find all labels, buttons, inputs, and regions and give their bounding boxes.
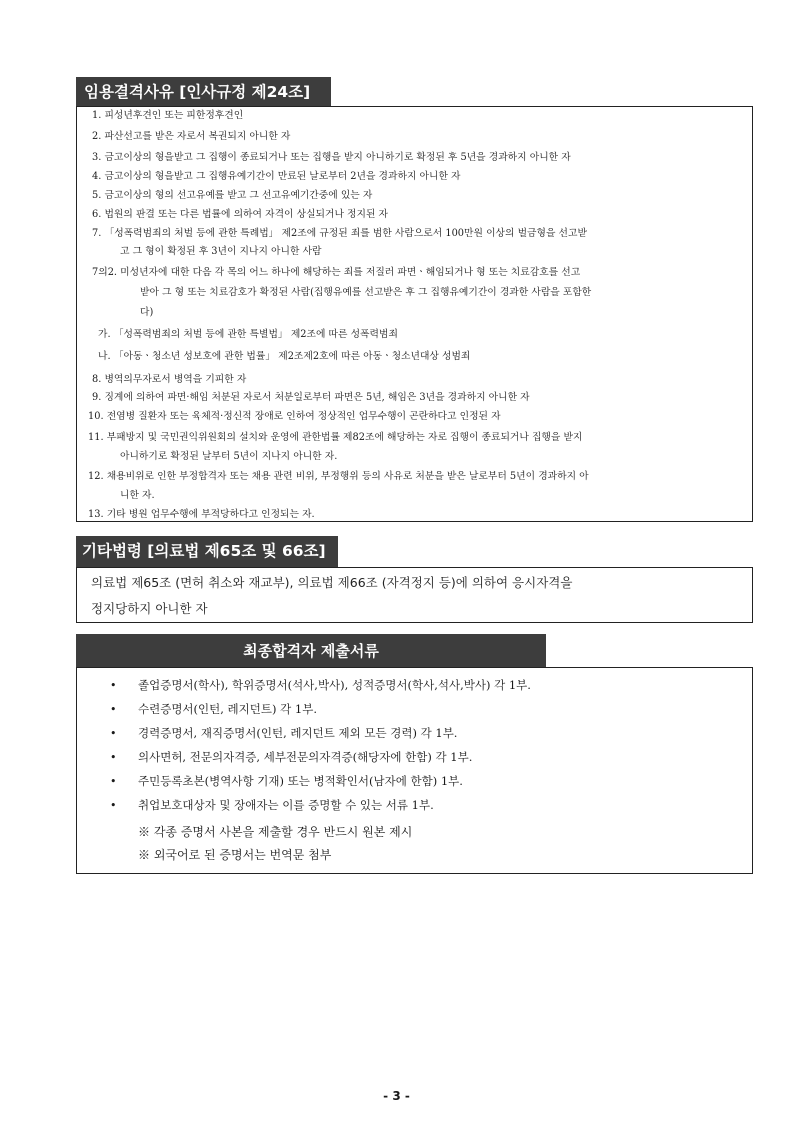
bullet-icon: • (110, 751, 117, 764)
list-item: 1. 피성년후견인 또는 피한정후견인 (92, 110, 244, 121)
list-item-continuation: 받아 그 형 또는 치료감호가 확정된 사람(집행유예를 선고받은 후 그 집행유예기간이 경과한 사람을 포함한 (140, 287, 592, 298)
list-item: 2. 파산선고를 받은 자로서 복권되지 아니한 자 (92, 131, 291, 142)
list-item: 5. 금고이상의 형의 선고유예를 받고 그 선고유예기간중에 있는 자 (92, 190, 373, 201)
list-item: 4. 금고이상의 형을받고 그 집행유예기간이 만료된 날로부터 2년을 경과하지 아니한 자 (92, 171, 461, 182)
bullet-icon: • (110, 775, 117, 788)
document-item: 경력증명서, 재직증명서(인턴, 레지던트 제외 모든 경력) 각 1부. (138, 726, 458, 740)
list-subitem: 나. 「아동ㆍ청소년 성보호에 관한 법률」 제2조제2호에 따른 아동ㆍ청소년대상 성범죄 (98, 351, 471, 362)
document-item: 주민등록초본(병역사항 기재) 또는 병적확인서(남자에 한함) 1부. (138, 774, 463, 788)
document-item: 취업보호대상자 및 장애자는 이를 증명할 수 있는 서류 1부. (138, 798, 434, 812)
document-note: ※ 각종 증명서 사본을 제출할 경우 반드시 원본 제시 (138, 825, 413, 839)
list-item: 8. 병역의무자로서 병역을 기피한 자 (92, 374, 247, 385)
section-title-disqualification: 임용결격사유 [인사규정 제24조] (76, 77, 331, 107)
list-item-continuation: 고 그 형이 확정된 후 3년이 지나지 아니한 사람 (120, 246, 322, 257)
document-item: 졸업증명서(학사), 학위증명서(석사,박사), 성적증명서(학사,석사,박사) 각 1부. (138, 678, 531, 692)
other-laws-text-line: 의료법 제65조 (면허 취소와 재교부), 의료법 제66조 (자격정지 등)에 의하여 응시자격을 (91, 575, 573, 590)
list-item: 13. 기타 병원 업무수행에 부적당하다고 인정되는 자. (88, 509, 315, 520)
bullet-icon: • (110, 703, 117, 716)
list-item: 7의2. 미성년자에 대한 다음 각 목의 어느 하나에 해당하는 죄를 저질러 파면ㆍ해임되거나 형 또는 치료감호를 선고 (92, 267, 581, 278)
other-laws-text-line: 정지당하지 아니한 자 (91, 601, 208, 616)
list-subitem: 가. 「성폭력범죄의 처벌 등에 관한 특별법」 제2조에 따른 성폭력범죄 (98, 329, 398, 340)
documents-box (76, 667, 753, 874)
section-title-documents: 최종합격자 제출서류 (76, 634, 546, 668)
list-item-continuation: 니한 자. (120, 490, 155, 501)
list-item-continuation: 아니하기로 확정된 날부터 5년이 지나지 아니한 자. (120, 451, 338, 462)
document-note: ※ 외국어로 된 증명서는 번역문 첨부 (138, 848, 332, 862)
list-item: 12. 채용비위로 인한 부정합격자 또는 채용 관련 비위, 부정행위 등의 사유로 처분을 받은 날로부터 5년이 경과하지 아 (88, 471, 589, 482)
list-item: 7. 「성폭력범죄의 처벌 등에 관한 특례법」 제2조에 규정된 죄를 범한 사람으로서 100만원 이상의 벌금형을 선고받 (92, 228, 587, 239)
list-item: 3. 금고이상의 형을받고 그 집행이 종료되거나 또는 집행을 받지 아니하기로 확정된 후 5년을 경과하지 아니한 자 (92, 152, 571, 163)
bullet-icon: • (110, 727, 117, 740)
section-title-other-laws: 기타법령 [의료법 제65조 및 66조] (76, 536, 338, 567)
list-item-continuation: 다) (140, 307, 154, 318)
list-item: 11. 부패방지 및 국민권익위원회의 설치와 운영에 관한법률 제82조에 해당하는 자로 집행이 종료되거나 집행을 받지 (88, 432, 583, 443)
list-item: 6. 법원의 판결 또는 다른 법률에 의하여 자격이 상실되거나 정지된 자 (92, 209, 389, 220)
document-item: 수련증명서(인턴, 레지던트) 각 1부. (138, 702, 317, 716)
bullet-icon: • (110, 679, 117, 692)
list-item: 9. 징계에 의하여 파면·해임 처분된 자로서 처분일로부터 파면은 5년, 해임은 3년을 경과하지 아니한 자 (92, 392, 530, 403)
bullet-icon: • (110, 799, 117, 812)
list-item: 10. 전염병 질환자 또는 육체적·정신적 장애로 인하여 정상적인 업무수행이 곤란하다고 인정된 자 (88, 411, 501, 422)
page-number: - 3 - (383, 1089, 410, 1103)
document-item: 의사면허, 전문의자격증, 세부전문의자격증(해당자에 한함) 각 1부. (138, 750, 473, 764)
